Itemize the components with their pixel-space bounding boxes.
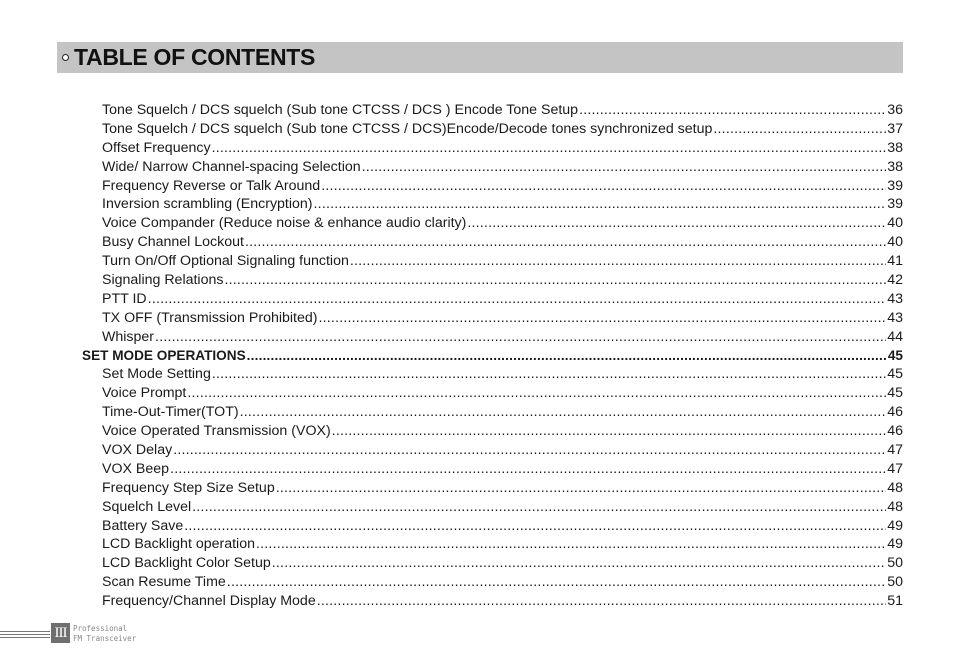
toc-dot-leader xyxy=(362,158,887,177)
toc-entry[interactable] xyxy=(82,535,903,554)
toc-entry-title: Signaling Relations xyxy=(102,272,224,289)
toc-entry-title: LCD Backlight Color Setup xyxy=(102,555,271,572)
toc-entry[interactable] xyxy=(82,139,903,158)
toc-entry-title: Voice Operated Transmission (VOX) xyxy=(102,423,331,440)
toc-entry-title: Busy Channel Lockout xyxy=(102,234,244,251)
toc-entry[interactable] xyxy=(82,441,903,460)
toc-entry[interactable] xyxy=(82,347,903,366)
toc-page-number: 38 xyxy=(887,158,903,175)
toc-page-number: 43 xyxy=(887,290,903,307)
toc-dot-leader xyxy=(148,290,887,309)
toc-entry-title: Offset Frequency xyxy=(102,139,211,156)
toc-entry[interactable] xyxy=(82,328,903,347)
toc-entry-title: PTT ID xyxy=(102,290,147,307)
toc-entry-title: Turn On/Off Optional Signaling function xyxy=(102,253,349,270)
table-of-contents xyxy=(82,101,903,611)
toc-dot-leader xyxy=(256,535,886,554)
toc-dot-leader xyxy=(184,517,886,536)
toc-page-number: 37 xyxy=(887,120,903,137)
toc-page-number: 43 xyxy=(887,309,903,326)
toc-dot-leader xyxy=(212,365,886,384)
toc-dot-leader xyxy=(350,252,886,271)
toc-entry[interactable] xyxy=(82,517,903,536)
toc-entry[interactable] xyxy=(82,479,903,498)
toc-entry-title: Whisper xyxy=(102,328,155,345)
toc-entry[interactable] xyxy=(82,573,903,592)
toc-entry[interactable] xyxy=(82,554,903,573)
toc-dot-leader xyxy=(319,309,887,328)
toc-entry-title: Inversion scrambling (Encryption) xyxy=(102,196,313,213)
toc-page-number: 50 xyxy=(887,555,903,572)
toc-entry-title: Battery Save xyxy=(102,517,184,534)
toc-entry-title: Time-Out-Timer(TOT) xyxy=(102,404,239,421)
toc-entry-title: Voice Prompt xyxy=(102,385,187,402)
toc-entry[interactable] xyxy=(82,120,903,139)
toc-entry-title: TX OFF (Transmission Prohibited) xyxy=(102,309,318,326)
toc-entry[interactable] xyxy=(82,101,903,120)
toc-entry-title: Wide/ Narrow Channel-spacing Selection xyxy=(102,158,361,175)
toc-page-number: 50 xyxy=(887,574,903,591)
toc-dot-leader xyxy=(187,384,886,403)
toc-page-number: 48 xyxy=(887,498,903,515)
toc-page-number: 47 xyxy=(887,460,903,477)
toc-page-number: 44 xyxy=(887,328,903,345)
toc-dot-leader xyxy=(224,271,886,290)
toc-entry-title: VOX Delay xyxy=(102,442,173,459)
toc-entry[interactable] xyxy=(82,309,903,328)
toc-page-number: 40 xyxy=(887,234,903,251)
toc-entry[interactable] xyxy=(82,214,903,233)
toc-entry[interactable] xyxy=(82,365,903,384)
toc-dot-leader xyxy=(321,177,886,196)
toc-entry-title: LCD Backlight operation xyxy=(102,536,255,553)
toc-entry-title: Squelch Level xyxy=(102,498,192,515)
section-header xyxy=(57,42,903,73)
footer-line-1: Professional xyxy=(73,624,128,633)
toc-page-number: 38 xyxy=(887,139,903,156)
toc-dot-leader xyxy=(276,479,887,498)
toc-entry[interactable] xyxy=(82,403,903,422)
toc-page-number: 46 xyxy=(887,423,903,440)
toc-dot-leader xyxy=(170,460,886,479)
toc-page-number: 39 xyxy=(887,177,903,194)
toc-entry-title: Frequency Step Size Setup xyxy=(102,479,275,496)
toc-page-number: 45 xyxy=(887,366,903,383)
toc-page-number: 39 xyxy=(887,196,903,213)
toc-entry[interactable] xyxy=(82,592,903,611)
toc-entry-title: Voice Compander (Reduce noise & enhance audio clarity) xyxy=(102,215,467,232)
toc-entry[interactable] xyxy=(82,290,903,309)
toc-dot-leader xyxy=(713,120,886,139)
toc-page-number: 48 xyxy=(887,479,903,496)
toc-entry[interactable] xyxy=(82,233,903,252)
footer-caption xyxy=(73,624,136,644)
toc-entry[interactable] xyxy=(82,271,903,290)
toc-page-number: 47 xyxy=(887,442,903,459)
toc-entry-title: SET MODE OPERATIONS xyxy=(82,347,246,363)
toc-dot-leader xyxy=(227,573,886,592)
toc-page-number: 40 xyxy=(887,215,903,232)
toc-page-number: 42 xyxy=(887,272,903,289)
footer-badge: III xyxy=(51,623,70,643)
toc-page-number: 51 xyxy=(887,593,903,610)
toc-dot-leader xyxy=(173,441,886,460)
toc-entry-title: Frequency Reverse or Talk Around xyxy=(102,177,321,194)
toc-dot-leader xyxy=(317,592,887,611)
toc-entry[interactable] xyxy=(82,177,903,196)
toc-dot-leader xyxy=(314,195,887,214)
toc-page-number: 49 xyxy=(887,517,903,534)
toc-dot-leader xyxy=(245,233,886,252)
toc-entry[interactable] xyxy=(82,498,903,517)
toc-entry-title: Tone Squelch / DCS squelch (Sub tone CTCSS / DCS)Encode/Decode tones synchronized setup xyxy=(102,120,713,137)
toc-entry[interactable] xyxy=(82,158,903,177)
toc-dot-leader xyxy=(192,498,886,517)
toc-dot-leader xyxy=(579,101,886,120)
page-title: TABLE OF CONTENTS xyxy=(74,44,316,70)
toc-entry-title: Scan Resume Time xyxy=(102,574,226,591)
toc-page-number: 49 xyxy=(887,536,903,553)
toc-page-number: 36 xyxy=(887,102,903,118)
toc-dot-leader xyxy=(155,328,886,347)
toc-entry-title: Set Mode Setting xyxy=(102,366,211,383)
toc-dot-leader xyxy=(272,554,886,573)
circle-bullet-icon xyxy=(62,54,69,61)
toc-dot-leader xyxy=(240,403,887,422)
toc-page-number: 45 xyxy=(887,385,903,402)
toc-entry[interactable] xyxy=(82,422,903,441)
toc-dot-leader xyxy=(247,347,887,366)
toc-dot-leader xyxy=(332,422,887,441)
toc-page-number: 46 xyxy=(887,404,903,421)
toc-page-number: 45 xyxy=(887,347,903,363)
toc-entry-title: Tone Squelch / DCS squelch (Sub tone CTCSS / DCS ) Encode Tone Setup xyxy=(102,102,579,118)
toc-entry-title: Frequency/Channel Display Mode xyxy=(102,593,316,610)
toc-dot-leader xyxy=(467,214,886,233)
toc-entry[interactable] xyxy=(82,460,903,479)
footer-line-2: FM Transceiver xyxy=(73,634,137,643)
toc-dot-leader xyxy=(212,139,887,158)
toc-entry[interactable] xyxy=(82,252,903,271)
toc-entry[interactable] xyxy=(82,195,903,214)
toc-entry[interactable] xyxy=(82,384,903,403)
toc-page-number: 41 xyxy=(887,253,903,270)
footer-rule xyxy=(0,631,50,640)
toc-entry-title: VOX Beep xyxy=(102,460,170,477)
